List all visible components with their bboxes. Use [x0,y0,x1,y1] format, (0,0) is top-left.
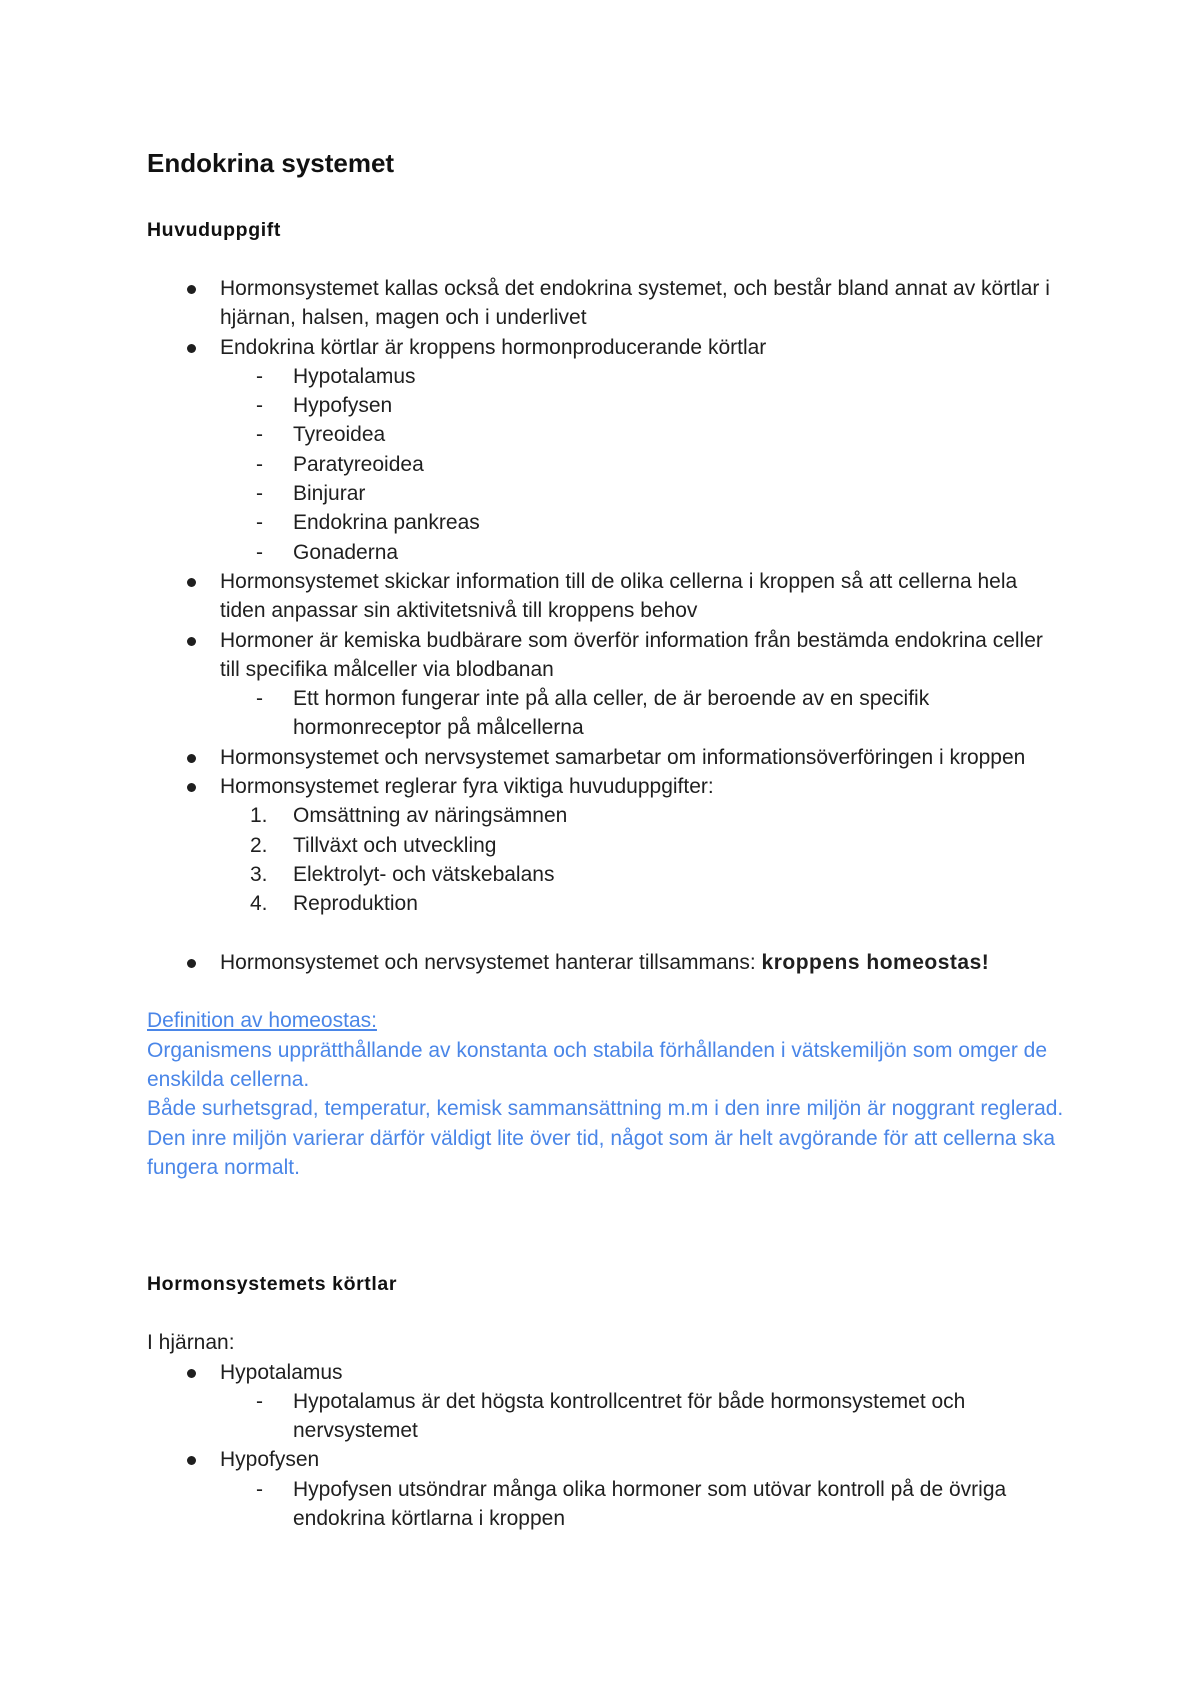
list-item-text: Endokrina körtlar är kroppens hormonproducerande körtlar [220,335,767,359]
list-item [147,1445,1067,1533]
sublist-item [220,450,1067,479]
dash-icon: - [256,423,263,447]
spacer [147,1182,1067,1270]
tasks-numbered-list [220,801,1067,918]
bullet-icon [187,578,196,587]
list-item-text: Hormoner är kemiska budbärare som överför information från bestämda endokrina celler till specifika målceller via blodbanan [220,628,1043,681]
bullet-icon [187,783,196,792]
numbered-item [220,860,1067,889]
bullet-icon [187,959,196,968]
homeostas-emphasis: kroppens homeostas! [761,950,990,974]
numbered-item-text: Elektrolyt- och vätskebalans [293,862,555,886]
dash-icon: - [256,1477,263,1501]
sublist-item [220,538,1067,567]
sublist-item-text: Hypotalamus är det högsta kontrollcentret för både hormonsystemet och nervsystemet [293,1389,966,1443]
bullet-icon [187,285,196,294]
dash-icon: - [256,394,263,418]
section-heading-kortlar: Hormonsystemets körtlar [147,1273,398,1296]
list-item [147,772,1067,948]
definition-block [147,1006,1067,1182]
item-number: 1. [250,804,268,828]
list-item-text: Hypotalamus [220,1360,343,1384]
numbered-item [220,889,1067,918]
sublist-item-text: Hypofysen [293,394,393,418]
sublist-item-text: Ett hormon fungerar inte på alla celler, de är beroende av en specifik hormonreceptor på målcellerna [293,687,930,740]
glands-sublist [220,362,1067,567]
sublist-item-text: Binjurar [293,482,366,506]
sublist-item [220,479,1067,508]
list-item [147,333,1067,567]
list-item [147,567,1067,626]
dash-icon: - [256,511,263,535]
list-item [147,743,1067,772]
dash-icon: - [256,687,263,711]
bullet-icon [187,637,196,646]
list-item [147,948,1067,977]
item-number: 2. [250,833,268,857]
numbered-item [220,801,1067,830]
spacer [147,977,1067,1006]
dash-icon: - [256,540,263,564]
item-number: 4. [250,892,268,916]
list-item-text: Hormonsystemet och nervsystemet samarbetar om informationsöverföringen i kroppen [220,745,1026,769]
document-title: Endokrina systemet [147,148,395,178]
numbered-item-text: Omsättning av näringsämnen [293,804,568,828]
numbered-item-text: Reproduktion [293,892,418,916]
definition-paragraph-2: Både surhetsgrad, temperatur, kemisk sammansättning m.m i den inre miljön är noggrant reglerad. Den inre miljön varierar därför väldigt lite över tid, något som är helt avgörande för att cellerna ska fungera normalt. [147,1097,1064,1179]
list-item-text: Hormonsystemet kallas också det endokrina systemet, och består bland annat av körtlar i hjärnan, halsen, magen och i underlivet [220,277,1050,330]
numbered-item [220,831,1067,860]
dash-icon: - [256,452,263,476]
list-item-text: Hypofysen [220,1448,320,1472]
sublist-item [220,420,1067,449]
bullet-icon [187,1456,196,1465]
item-number: 3. [250,862,268,886]
sublist-item [220,391,1067,420]
sublist-item-text: Endokrina pankreas [293,511,480,535]
list-item-text: Hormonsystemet och nervsystemet hanterar tillsammans: [220,950,762,974]
list-item-text: Hormonsystemet skickar information till de olika cellerna i kroppen så att cellerna hela tiden anpassar sin aktivitetsnivå till kroppens behov [220,569,1018,623]
list-item [147,1358,1067,1446]
dash-icon: - [256,364,263,388]
sublist-item [220,684,1067,743]
sublist-item [220,1387,1067,1446]
list-item [147,274,1067,333]
sublist-item [220,508,1067,537]
document-body [147,146,1067,1533]
main-bullet-list [147,274,1067,977]
brain-intro: I hjärnan: [147,1331,235,1355]
sublist-item-text: Tyreoidea [293,423,386,447]
bullet-icon [187,344,196,353]
brain-gland-list [147,1358,1067,1534]
section-heading-huvuduppgift: Huvuduppgift [147,219,281,241]
hypotalamus-sublist [220,1387,1067,1446]
dash-icon: - [256,482,263,506]
sublist-item-text: Hypofysen utsöndrar många olika hormoner som utövar kontroll på de övriga endokrina körtlarna i kroppen [293,1477,1007,1530]
numbered-item-text: Tillväxt och utveckling [293,833,497,857]
sublist-item-text: Hypotalamus [293,364,416,388]
sublist-item [220,1475,1067,1534]
sublist-item [220,362,1067,391]
bullet-icon [187,1369,196,1378]
sublist-item-text: Gonaderna [293,540,399,564]
definition-paragraph-1: Organismens upprätthållande av konstanta och stabila förhållanden i vätskemiljön som omger de enskilda cellerna. [147,1038,1048,1092]
list-item-text: Hormonsystemet reglerar fyra viktiga huvuduppgifter: [220,775,714,799]
hypofysen-sublist [220,1475,1067,1534]
definition-link[interactable]: Definition av homeostas: [147,1009,377,1033]
bullet-icon [187,754,196,763]
spacer [220,919,1067,948]
dash-icon: - [256,1389,263,1413]
list-item [147,626,1067,743]
sublist-item-text: Paratyreoidea [293,452,424,476]
hormone-sublist [220,684,1067,743]
